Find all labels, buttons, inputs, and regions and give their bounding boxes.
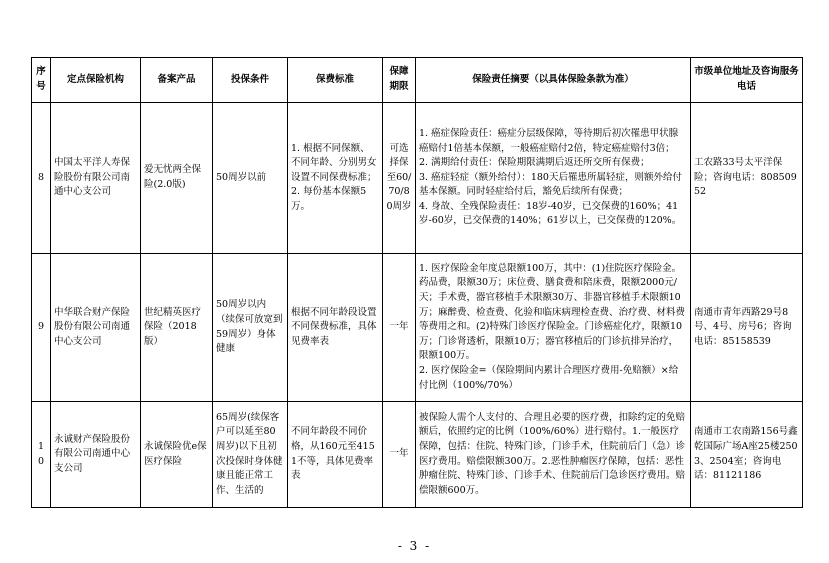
cell-premium: 1. 根据不同保额、不同年龄、分别男女设置不同保费标准； 2. 每份基本保额5万。 bbox=[288, 103, 383, 254]
header-no: 序号 bbox=[32, 58, 51, 103]
header-conditions: 投保条件 bbox=[213, 58, 288, 103]
header-premium: 保费标准 bbox=[288, 58, 383, 103]
cell-premium: 不同年龄段不同价格，从160元至4151不等，具体见费率表 bbox=[288, 402, 383, 508]
cell-conditions: 50周岁以内（续保可放宽到59周岁）身体健康 bbox=[213, 254, 288, 402]
cell-conditions: 65周岁(续保客户可以延至80周岁)以下且初次投保时身体健康且能正常工作、生活的 bbox=[213, 402, 288, 508]
cell-period: 一年 bbox=[383, 254, 416, 402]
header-coverage: 保险责任摘要（以具体保险条款为准） bbox=[416, 58, 691, 103]
cell-contact: 南通市青年西路29号8号、4号、房号6；咨询电话：85158539 bbox=[691, 254, 803, 402]
cell-product: 永诚保险优e保医疗保险 bbox=[141, 402, 213, 508]
cell-coverage: 被保险人需个人支付的、合理且必要的医疗费，扣除约定的免赔额后，依照约定的比例（100%/60%）进行赔付。1.一般医疗保障，包括：住院、特殊门诊，门诊手术，住院前后门（急）诊医疗费用。赔偿限额300万。2.恶性肿瘤医疗保障，包括：恶性肿瘤住院、特殊门诊、门诊手术、住院前后门急诊医疗费用。赔偿限额600万。 bbox=[416, 402, 691, 508]
cell-premium: 根据不同年龄段设置不同保费标准，具体见费率表 bbox=[288, 254, 383, 402]
table-row bbox=[32, 254, 803, 402]
cell-no: 8 bbox=[32, 103, 51, 254]
header-product: 备案产品 bbox=[141, 58, 213, 103]
cell-no: 10 bbox=[32, 402, 51, 508]
cell-product: 爱无忧两全保险(2.0版) bbox=[141, 103, 213, 254]
cell-coverage: 1. 癌症保险责任：癌症分层级保障，等待期后初次罹患甲状腺癌赔付1倍基本保额，一般癌症赔付2倍，特定癌症赔付3倍； 2. 满期给付责任：保险期限满期后返还所交所有保费； 3. 癌症轻症（额外给付）：180天后罹患所属轻症，则额外给付基本保额。同时轻症给付后，豁免后续所有保费； 4. 身故、全残保险责任：18岁-40岁，已交保费的160%；41岁-60岁，已交保费的140%；61岁以上，已交保费的120%。 bbox=[416, 103, 691, 254]
cell-conditions: 50周岁以前 bbox=[213, 103, 288, 254]
cell-contact: 工农路33号太平洋保险；咨询电话：80850952 bbox=[691, 103, 803, 254]
header-contact: 市级单位地址及咨询服务电话 bbox=[691, 58, 803, 103]
cell-period: 可选择保至60/70/80周岁 bbox=[383, 103, 416, 254]
cell-no: 9 bbox=[32, 254, 51, 402]
table-header-row bbox=[32, 58, 803, 103]
table-row bbox=[32, 402, 803, 508]
cell-product: 世纪精英医疗保险（2018版） bbox=[141, 254, 213, 402]
cell-insurer: 中华联合财产保险股份有限公司南通中心支公司 bbox=[51, 254, 141, 402]
cell-insurer: 中国太平洋人寿保险股份有限公司南通中心支公司 bbox=[51, 103, 141, 254]
header-insurer: 定点保险机构 bbox=[51, 58, 141, 103]
table-row bbox=[32, 103, 803, 254]
cell-contact: 南通市工农南路156号鑫乾国际广场A座25楼2503、2504室；咨询电话：81121186 bbox=[691, 402, 803, 508]
page-number: - 3 - bbox=[397, 539, 432, 553]
header-period: 保障期限 bbox=[383, 58, 416, 103]
cell-period: 一年 bbox=[383, 402, 416, 508]
cell-insurer: 永诚财产保险股份有限公司南通中心支公司 bbox=[51, 402, 141, 508]
cell-coverage: 1. 医疗保险金年度总限额100万，其中：(1)住院医疗保险金。药品费，限额30万；床位费、膳食费和陪床费，限额2000元/天；手术费，器官移植手术限额30万、非器官移植手术限额10万；麻醉费、检查费、化验和临床病理检查费、治疗费、材料费等费用之和。(2)特殊门诊医疗保险金。门诊癌症化疗，限额10万；门诊肾透析，限额10万；器官移植后的门诊抗排异治疗，限额100万。 2. 医疗保险金=（保险期间内累计合理医疗费用-免赔额）×给付比例（100%/70%） bbox=[416, 254, 691, 402]
insurance-table bbox=[31, 57, 803, 508]
